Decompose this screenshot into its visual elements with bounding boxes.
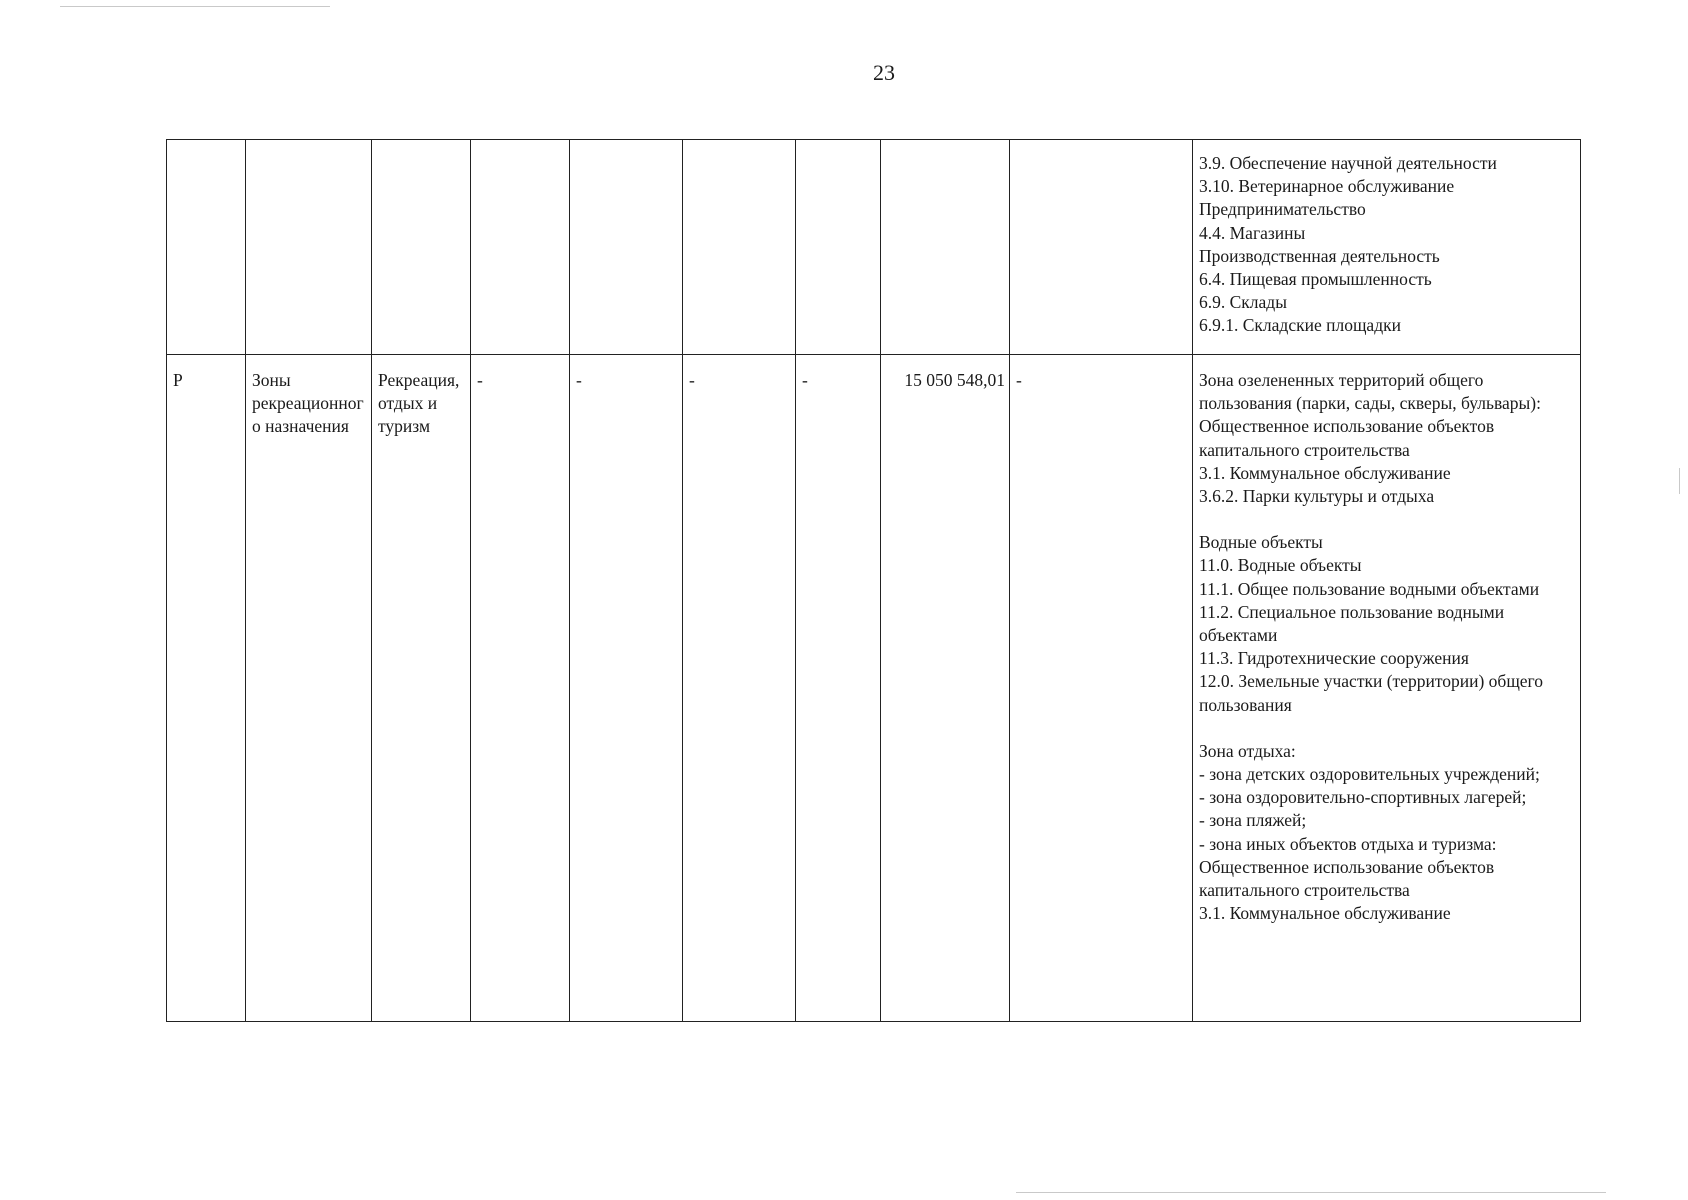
table-cell bbox=[246, 140, 372, 355]
land-use-table bbox=[166, 139, 1580, 1022]
list-item: - зона детских оздоровительных учреждений; bbox=[1199, 764, 1540, 785]
table-cell: - bbox=[796, 355, 881, 1022]
list-item: Зона озелененных территорий общего пользования (парки, сады, скверы, бульвары): bbox=[1199, 370, 1541, 414]
table-cell bbox=[570, 140, 683, 355]
list-item: 6.9. Склады bbox=[1199, 292, 1287, 313]
list-item: 6.9.1. Складские площадки bbox=[1199, 315, 1401, 336]
table-cell bbox=[683, 140, 796, 355]
list-item: 3.1. Коммунальное обслуживание bbox=[1199, 903, 1451, 924]
list-item: 12.0. Земельные участки (территории) общего пользования bbox=[1199, 671, 1544, 715]
list-item: Зона отдыха: bbox=[1199, 740, 1296, 761]
list-item: Предпринимательство bbox=[1199, 199, 1366, 220]
list-item: 3.6.2. Парки культуры и отдыха bbox=[1199, 486, 1435, 507]
list-item: 3.9. Обеспечение научной деятельности bbox=[1199, 153, 1497, 173]
list-item: 11.2. Специальное пользование водными объектами bbox=[1199, 601, 1505, 646]
table-cell bbox=[1010, 140, 1193, 355]
list-item: - зона пляжей; bbox=[1199, 810, 1307, 831]
scan-artifact-line bbox=[60, 6, 330, 7]
scan-artifact-line bbox=[1679, 468, 1680, 494]
table-cell bbox=[167, 140, 246, 355]
list-item: Общественное использование объектов капитального строительства bbox=[1199, 856, 1495, 901]
table-cell: - bbox=[570, 355, 683, 1022]
list-item: 11.1. Общее пользование водными объектами bbox=[1199, 578, 1540, 599]
list-item: Общественное использование объектов капитального строительства bbox=[1199, 416, 1495, 460]
list-item: 11.3. Гидротехнические сооружения bbox=[1199, 648, 1469, 669]
zone-code-cell: Р bbox=[167, 355, 246, 1022]
zone-name-cell: Зоны рекреационного назначения bbox=[246, 355, 372, 1022]
table-row bbox=[167, 355, 1581, 1022]
permitted-uses-cell bbox=[1193, 140, 1581, 355]
table-cell: - bbox=[683, 355, 796, 1022]
list-item: 3.10. Ветеринарное обслуживание bbox=[1199, 176, 1455, 197]
table-cell bbox=[881, 140, 1010, 355]
permitted-uses-cell bbox=[1193, 355, 1581, 1022]
table-cell bbox=[471, 140, 570, 355]
table-cell: - bbox=[471, 355, 570, 1022]
list-item: 3.1. Коммунальное обслуживание bbox=[1199, 462, 1451, 483]
zone-purpose-cell: Рекреация, отдых и туризм bbox=[372, 355, 471, 1022]
list-item: - зона оздоровительно-спортивных лагерей; bbox=[1199, 787, 1527, 808]
table-cell: - bbox=[1010, 355, 1193, 1022]
scan-artifact-line bbox=[1016, 1192, 1606, 1193]
table-cell bbox=[372, 140, 471, 355]
zone-area-cell: 15 050 548,01 bbox=[881, 355, 1010, 1022]
list-item: Водные объекты bbox=[1199, 532, 1323, 553]
list-item: 4.4. Магазины bbox=[1199, 222, 1306, 243]
list-item: 11.0. Водные объекты bbox=[1199, 555, 1362, 576]
list-item: 6.4. Пищевая промышленность bbox=[1199, 269, 1432, 290]
list-spacer bbox=[1199, 717, 1575, 740]
page-number: 23 bbox=[873, 60, 895, 85]
list-item: - зона иных объектов отдыха и туризма: bbox=[1199, 833, 1497, 854]
list-spacer bbox=[1199, 508, 1575, 531]
list-item: Производственная деятельность bbox=[1199, 245, 1440, 266]
table-row bbox=[167, 140, 1581, 355]
table-cell bbox=[796, 140, 881, 355]
